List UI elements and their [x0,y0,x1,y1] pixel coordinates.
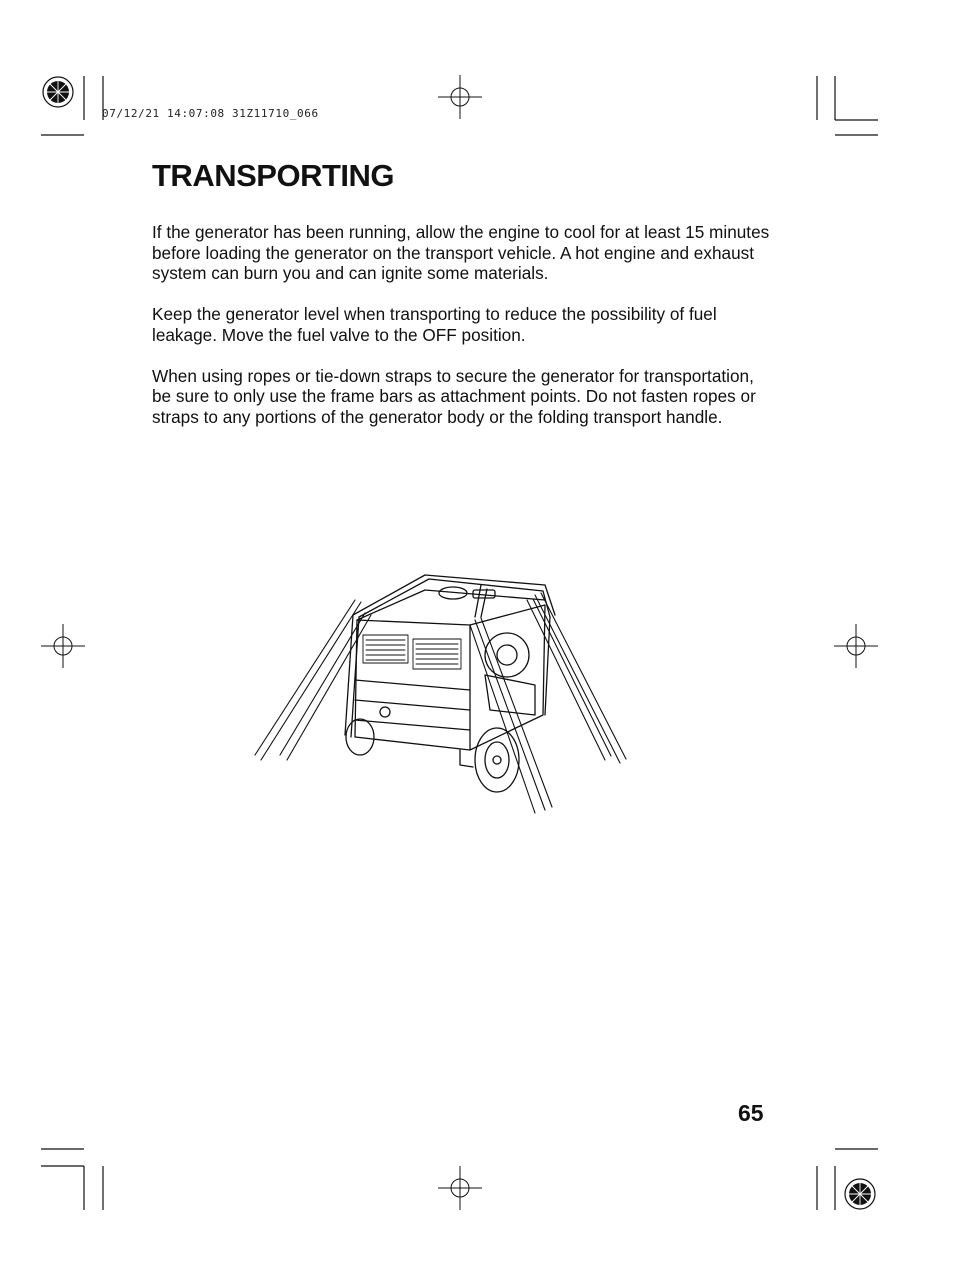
paragraph-cooling: If the generator has been running, allow the engine to cool for at least 15 minutes before loading the generator on the transport vehicle. A hot engine and exhaust system can burn you and can ignite some materials. [152,222,770,283]
registration-mark-left [41,624,85,668]
registration-mark-bottom [438,1166,482,1210]
starburst-target-bottom-right [845,1179,875,1209]
page-number: 65 [738,1100,764,1126]
tie-down-ropes [255,593,626,813]
print-info: 07/12/21 14:07:08 31Z11710_066 [102,107,319,120]
starburst-target-top-left [43,77,73,107]
body-text [152,222,777,448]
page-title: TRANSPORTING [152,158,394,193]
registration-mark-right [834,624,878,668]
registration-mark-top [438,75,482,119]
paragraph-tie-down: When using ropes or tie-down straps to secure the generator for transportation, be sure to only use the frame bars as attachment points. Do not fasten ropes or straps to any portions of the generator body or the folding transport handle. [152,365,756,427]
generator-tied-down-illustration [245,555,635,820]
paragraph-level: Keep the generator level when transporting to reduce the possibility of fuel leakage. Move the fuel valve to the OFF position. [152,304,717,345]
